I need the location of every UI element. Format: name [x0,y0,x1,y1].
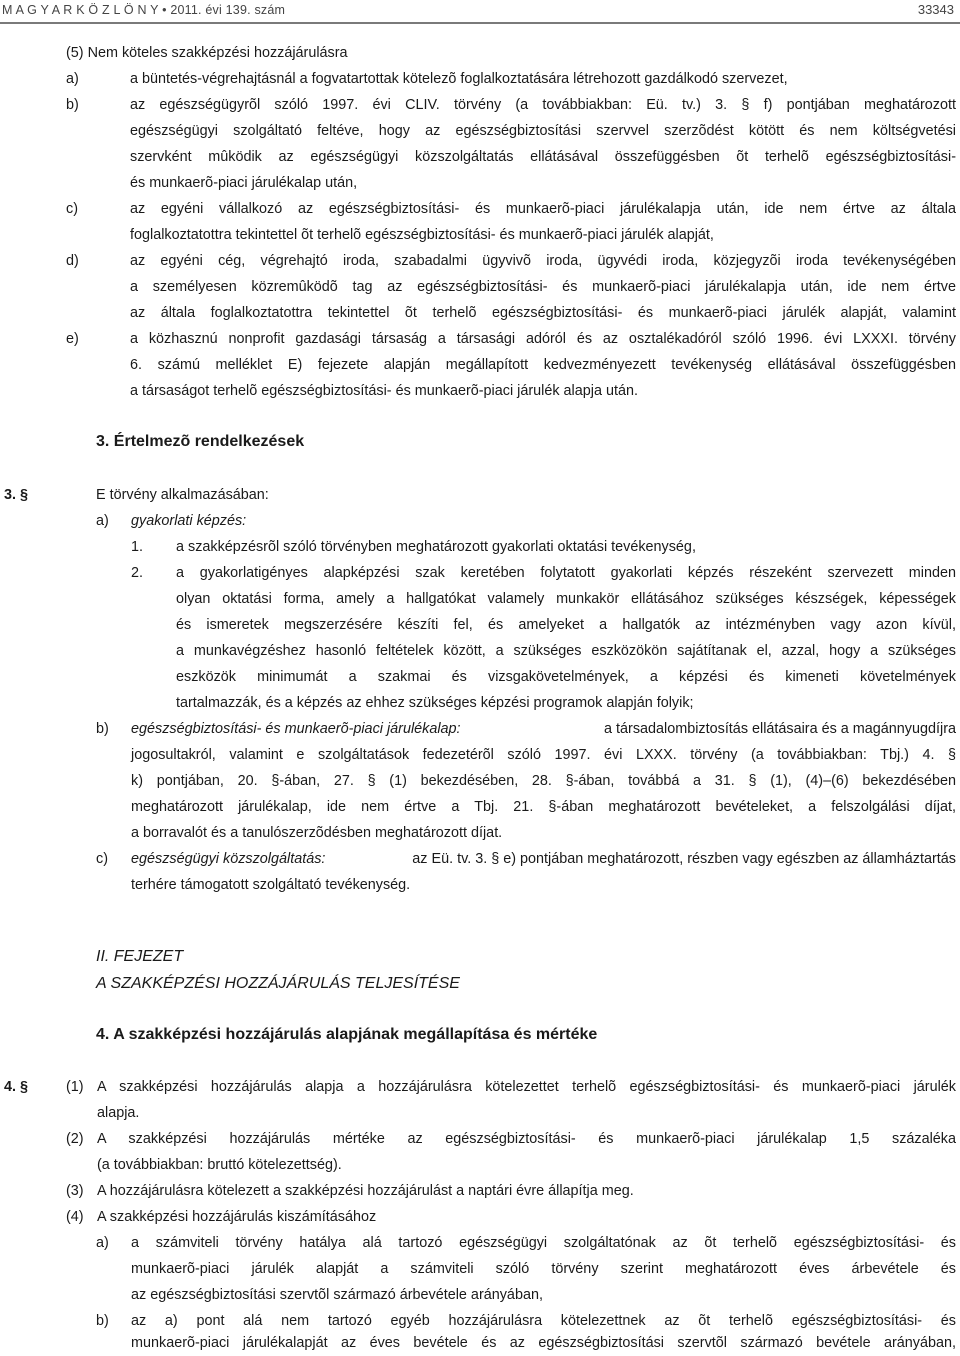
item-text: a borravalót és a tanulószerzõdésben meghatározott díjat. [131,825,503,841]
defined-term: egészségügyi közszolgáltatás: [131,851,326,867]
subitem-label: 2. [131,565,144,581]
item-label: b) [96,1313,109,1329]
paragraph-text: A szakképzési hozzájárulás kiszámításához [97,1209,377,1225]
subitem-label: 1. [131,539,144,555]
item-text: a személyesen közremûködõ tag az egészségbiztosítási- és munkaerõ-piaci járulékalapja után, ide nem értve [130,279,956,295]
item-text: 6. számú melléklet E) fejezete alapján megállapított kedvezményezett tevékenység ellátásával összefüggésben [130,357,956,373]
subitem-text: a gyakorlatigényes alapképzési szak keretében folytatott gyakorlati képzés részeként szervezett minden [176,565,956,581]
subitem-text: a munkavégzéshez hasonló feltételek között, a szükséges eszközökön sajátítanak el, azzal, hogy a szükséges [176,643,956,659]
subitem-text: a szakképzésrõl szóló törvényben meghatározott gyakorlati oktatási tevékenység, [176,539,696,555]
subitem-text: és ismeretek megszerzésére készíti fel, és amelyeket a hallgatók az intézményben vagy azon kívül, [176,617,956,633]
item-first-line [131,716,956,742]
item-text: és munkaerõ-piaci járulékalap után, [130,175,358,191]
section-title: 3. Értelmezõ rendelkezések [96,433,305,450]
item-label: b) [96,721,109,737]
item-text: a közhasznú nonprofit gazdasági társaság a társasági adóról és az osztalékadóról szóló 1996. évi LXXXI. törvény [130,331,956,347]
item-text: k) pontjában, 20. §-ában, 27. § (1) bekezdésében, 28. §-ában, továbbá a 31. § (1), (4)–(6) bekezdésében [131,773,956,789]
paragraph-text: A szakképzési hozzájárulás alapja a hozzájárulásra kötelezettet terhelõ egészségbiztosítási- és munkaerõ-piaci járulék [97,1079,956,1095]
item-text: munkaerõ-piaci járulékalapját az éves bevétele és az egészségbiztosítási szervtõl származó bevétele arányában, [131,1335,956,1351]
paragraph-label: (4) [66,1209,84,1225]
paragraph-text: A szakképzési hozzájárulás mértéke az egészségbiztosítási- és munkaerõ-piaci járulékalap 1,5 százaléka [97,1131,956,1147]
item-text: terhére támogatott szolgáltató tevékenység. [131,877,411,893]
item-label: e) [66,331,79,347]
header-divider [0,22,960,24]
item-first-line [131,846,956,872]
item-text: az egyéni cég, végrehajtó iroda, szabadalmi ügyvivõ iroda, ügyvédi iroda, közjegyzõi iroda tevékenységében [130,253,956,269]
chapter-number: II. FEJEZET [96,948,184,965]
paragraph-label: (3) [66,1183,84,1199]
page-header [0,0,960,20]
paragraph-text: A hozzájárulásra kötelezett a szakképzési hozzájárulást a naptári évre állapítja meg. [97,1183,634,1199]
para5-intro: (5) Nem köteles szakképzési hozzájárulásra [66,45,348,61]
item-label: a) [96,513,109,529]
subitem-text: eszközök minimumát a szakmai és vizsgakövetelmények, a képzési és kimeneti követelmények [176,669,956,685]
item-text: szervként mûködik az egészségügyi közszolgáltatás ellátásával összefüggésben õt terhelõ egészségbiztosítási- [130,149,956,165]
item-label: c) [96,851,108,867]
section-number: 3. § [4,487,29,503]
subitem-text: tartalmazzák, és a képzés az ehhez szükséges képzési programok alapján folyik; [176,695,694,711]
item-text: egészségügyi szolgáltató feltéve, hogy az egészségbiztosítási szervvel szerzõdést kötött és nem költségvetési [130,123,956,139]
item-label: a) [66,71,79,87]
chapter-title: A SZAKKÉPZÉSI HOZZÁJÁRULÁS TELJESÍTÉSE [96,975,460,992]
publication-title: M A G Y A R K Ö Z L Ö N Y • 2011. évi 139. szám [2,3,286,17]
paragraph-label: (1) [66,1079,84,1095]
item-text: az egészségügyrõl szóló 1997. évi CLIV. törvény (a továbbiakban: Eü. tv.) 3. § f) pontjában meghatározott [130,97,956,113]
item-text: a társaságot terhelõ egészségbiztosítási- és munkaerõ-piaci járulék alapja után. [130,383,638,399]
defined-term: egészségbiztosítási- és munkaerõ-piaci járulékalap: [131,721,461,737]
item-text: munkaerõ-piaci járulék alapját a számviteli szóló törvény szerint meghatározott éves árbevétele és [131,1261,956,1277]
item-text: foglalkoztatottra tekintettel õt terhelõ egészségbiztosítási- és munkaerõ-piaci járulék alapját, [130,227,714,243]
item-text: az Eü. tv. 3. § e) pontjában meghatározott, részben vagy egészben az államháztartás [412,851,956,867]
paragraph-text: alapja. [97,1105,140,1121]
item-label: b) [66,97,79,113]
item-text: a büntetés-végrehajtásnál a fogvatartottak kötelezõ foglalkoztatására létrehozott gazdálkodó szervezet, [130,71,788,87]
subitem-text: olyan oktatási forma, amely a hallgatókat valamely munkakör ellátásához szükséges készségek, képességek [176,591,956,607]
item-text: a számviteli törvény hatálya alá tartozó egészségügyi szolgáltatónak az õt terhelõ egészségbiztosítási- és [131,1235,956,1251]
item-text: jogosultakról, valamint e szolgáltatások fedezetérõl szóló 1997. évi LXXX. törvény (a továbbiakban: Tbj.) 4. § [131,747,956,763]
page-number: 33343 [917,2,954,17]
defined-term: gyakorlati képzés: [131,513,247,529]
item-text: az általa foglalkoztatottra tekintettel õt terhelõ egészségbiztosítási- és munkaerõ-piaci járulék alapját, valamint [130,305,956,321]
item-label: d) [66,253,79,269]
paragraph-text: (a továbbiakban: bruttó kötelezettség). [97,1157,342,1173]
item-label: a) [96,1235,109,1251]
item-text: az egyéni vállalkozó az egészségbiztosítási- és munkaerõ-piaci járulékalapja után, ide nem értve az általa [130,201,956,217]
item-text: meghatározott járulékalap, ide nem értve a Tbj. 21. §-ában meghatározott bevételeket, a felszolgálási díjat, [131,799,956,815]
section-intro: E törvény alkalmazásában: [96,487,269,503]
section-title: 4. A szakképzési hozzájárulás alapjának megállapítása és mértéke [96,1026,598,1043]
section-number: 4. § [4,1079,29,1095]
item-text: az a) pont alá nem tartozó egyéb hozzájárulásra kötelezettnek az õt terhelõ egészségbiztosítási- és [131,1313,956,1329]
paragraph-label: (2) [66,1131,84,1147]
item-text: a társadalombiztosítás ellátásaira és a magánnyugdíjra [604,721,956,737]
item-label: c) [66,201,78,217]
item-text: az egészségbiztosítási szervtõl származó árbevétele arányában, [131,1287,543,1303]
